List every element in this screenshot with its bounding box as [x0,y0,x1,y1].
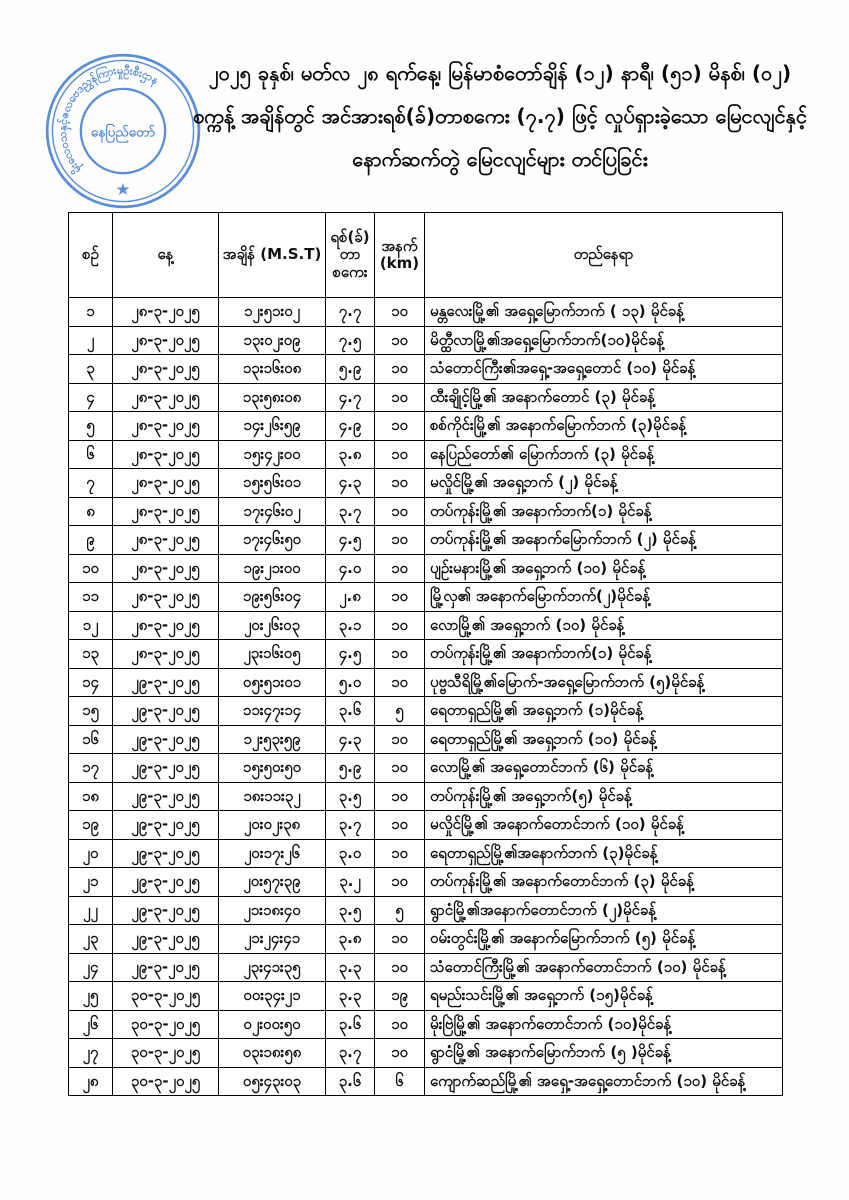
cell-no: ၂၅ [69,982,113,1011]
cell-no: ၁၃ [69,640,113,669]
cell-magnitude: ၃.၈ [326,925,375,954]
cell-time: ၀၅း၄၃း၀၃ [219,1067,326,1096]
cell-location: ထီးချိုင့်မြို့၏ အနောက်တောင် (၃) မိုင်ခန့် [425,383,783,412]
cell-time: ၂၀း၂၆း၀၃ [219,611,326,640]
cell-time: ၁၉း၂၁း၀၀ [219,554,326,583]
table-row [69,982,783,1011]
cell-date: ၂၈-၃-၂၀၂၅ [113,355,219,384]
cell-no: ၁၄ [69,668,113,697]
table-row [69,697,783,726]
column-header-no: စဉ် [69,213,113,298]
cell-magnitude: ၄.၉ [326,412,375,441]
cell-magnitude: ၅.၉ [326,355,375,384]
cell-magnitude: ၇.၇ [326,298,375,327]
table-row [69,583,783,612]
table-row [69,554,783,583]
cell-no: ၁၅ [69,697,113,726]
cell-no: ၁၇ [69,754,113,783]
table-row [69,925,783,954]
cell-location: ရွာငံမြို့၏အနောက်တောင်ဘက် (၂)မိုင်ခန့် [425,896,783,925]
cell-location: ပုဗ္ဗသီရိမြို့၏မြောက်-အရှေ့မြောက်ဘက် (၅)မိုင်ခန့် [425,668,783,697]
cell-depth: ၁၀ [375,469,425,498]
cell-depth: ၁၀ [375,611,425,640]
table-row [69,355,783,384]
cell-no: ၂၂ [69,896,113,925]
cell-depth: ၁၀ [375,953,425,982]
cell-magnitude: ၄.၇ [326,383,375,412]
table-header [69,213,783,298]
cell-depth: ၁၀ [375,925,425,954]
cell-no: ၄ [69,383,113,412]
cell-no: ၁၀ [69,554,113,583]
cell-no: ၂၆ [69,1010,113,1039]
cell-depth: ၁၀ [375,355,425,384]
cell-depth: ၁၀ [375,383,425,412]
cell-time: ၂၀း၁၇း၂၆ [219,839,326,868]
table-row [69,1067,783,1096]
cell-location: သံတောင်ကြီး၏အရှေ့-အရှေ့တောင် (၁၀) မိုင်ခန့် [425,355,783,384]
cell-no: ၂၈ [69,1067,113,1096]
column-header-date: နေ့ [113,213,219,298]
cell-no: ၉ [69,526,113,555]
cell-magnitude: ၄.၀ [326,554,375,583]
cell-depth: ၁၀ [375,583,425,612]
cell-depth: ၁၀ [375,782,425,811]
cell-date: ၂၉-၃-၂၀၂၅ [113,668,219,697]
cell-location: ဝမ်းတွင်းမြို့၏ အနောက်မြောက်ဘက် (၅) မိုင်ခန့် [425,925,783,954]
cell-location: ရေတာရှည်မြို့၏ အရှေ့ဘက် (၁၀) မိုင်ခန့် [425,725,783,754]
table-row [69,782,783,811]
cell-time: ၁၉း၅၆း၀၄ [219,583,326,612]
star-icon: ★ [115,179,131,200]
cell-location: မန္တလေးမြို့၏ အရှေ့မြောက်ဘက် ( ၁၃) မိုင်ခန့် [425,298,783,327]
cell-magnitude: ၃.၂ [326,868,375,897]
cell-date: ၂၈-၃-၂၀၂၅ [113,412,219,441]
cell-magnitude: ၃.၃ [326,982,375,1011]
cell-magnitude: ၃.၈ [326,440,375,469]
table-row [69,1010,783,1039]
cell-time: ၂၁း၁၈း၄၀ [219,896,326,925]
column-header-scale: ရစ်(ခ်) တာ စကေး [326,213,375,298]
cell-date: ၃၀-၃-၂၀၂၅ [113,1067,219,1096]
cell-time: ၁၅း၅၀း၅၀ [219,754,326,783]
table-row [69,412,783,441]
cell-date: ၂၈-၃-၂၀၂၅ [113,497,219,526]
cell-magnitude: ၃.၁ [326,611,375,640]
cell-date: ၂၈-၃-၂၀၂၅ [113,611,219,640]
cell-magnitude: ၄.၃ [326,725,375,754]
cell-depth: ၁၀ [375,1039,425,1068]
cell-magnitude: ၄.၅ [326,640,375,669]
cell-magnitude: ၄.၅ [326,526,375,555]
cell-time: ၁၂း၅၁း၀၂ [219,298,326,327]
cell-time: ၀၃း၁၈း၅၈ [219,1039,326,1068]
cell-location: စစ်ကိုင်းမြို့၏ အနောက်မြောက်ဘက် (၃)မိုင်ခန့် [425,412,783,441]
cell-date: ၂၉-၃-၂၀၂၅ [113,697,219,726]
cell-date: ၂၈-၃-၂၀၂၅ [113,526,219,555]
cell-date: ၂၉-၃-၂၀၂၅ [113,925,219,954]
cell-location: ရမည်းသင်းမြို့၏ အရှေ့ဘက် (၁၅)မိုင်ခန့် [425,982,783,1011]
cell-time: ၁၇း၄၆း၀၂ [219,497,326,526]
cell-magnitude: ၃.၆ [326,1010,375,1039]
cell-date: ၃၀-၃-၂၀၂၅ [113,1039,219,1068]
cell-time: ၁၂း၅၃း၅၉ [219,725,326,754]
cell-location: တပ်ကုန်းမြို့၏ အနောက်တောင်ဘက် (၃) မိုင်ခန့် [425,868,783,897]
cell-location: ရေတာရှည်မြို့၏ အရှေ့ဘက် (၁)မိုင်ခန့် [425,697,783,726]
cell-time: ၁၃း၀၂း၀၉ [219,326,326,355]
cell-time: ၁၇း၄၆း၅၀ [219,526,326,555]
cell-magnitude: ၅.၀ [326,668,375,697]
cell-depth: ၁၀ [375,298,425,327]
cell-magnitude: ၃.၅ [326,896,375,925]
cell-date: ၂၈-၃-၂၀၂၅ [113,469,219,498]
cell-time: ၁၁း၄၇း၁၄ [219,697,326,726]
cell-no: ၆ [69,440,113,469]
cell-date: ၂၉-၃-၂၀၂၅ [113,868,219,897]
cell-location: ရွာငံမြို့၏ အနောက်မြောက်ဘက် (၅ )မိုင်ခန့် [425,1039,783,1068]
cell-depth: ၁၀ [375,668,425,697]
cell-location: ကျောက်ဆည်မြို့၏ အရှေ့-အရှေ့တောင်ဘက် (၁၀) မိုင်ခန့် [425,1067,783,1096]
table-row [69,1039,783,1068]
table-row [69,868,783,897]
cell-magnitude: ၃.၃ [326,953,375,982]
cell-depth: ၁၀ [375,440,425,469]
cell-no: ၂၁ [69,868,113,897]
cell-time: ၂၃း၁၆း၀၅ [219,640,326,669]
title-line-1: ၂၀၂၅ ခုနှစ်၊ မတ်လ ၂၈ ရက်နေ့၊ မြန်မာစံတော်ချိန် (၁၂) နာရီ၊ (၅၁) မိနစ်၊ (၀၂) [208,61,792,85]
cell-location: တပ်ကုန်းမြို့၏ အနောက်မြောက်ဘက် (၂) မိုင်ခန့် [425,526,783,555]
cell-time: ၁၅း၄၂း၀၀ [219,440,326,469]
table-row [69,469,783,498]
cell-time: ၂၃း၄၁း၃၅ [219,953,326,982]
table-row [69,640,783,669]
cell-date: ၂၈-၃-၂၀၂၅ [113,326,219,355]
cell-time: ၁၄း၂၆း၅၉ [219,412,326,441]
cell-magnitude: ၂.၈ [326,583,375,612]
cell-depth: ၁၀ [375,497,425,526]
cell-date: ၂၈-၃-၂၀၂၅ [113,640,219,669]
table-row [69,611,783,640]
cell-date: ၃၀-၃-၂၀၂၅ [113,982,219,1011]
cell-depth: ၆ [375,1067,425,1096]
cell-time: ၀၂း၀၀း၅၀ [219,1010,326,1039]
table-row [69,811,783,840]
cell-no: ၁၉ [69,811,113,840]
cell-date: ၂၈-၃-၂၀၂၅ [113,583,219,612]
cell-date: ၂၉-၃-၂၀၂၅ [113,725,219,754]
cell-location: မလှိုင်မြို့၏ အရှေ့ဘက် (၂) မိုင်ခန့် [425,469,783,498]
cell-date: ၂၉-၃-၂၀၂၅ [113,896,219,925]
table-row [69,896,783,925]
cell-magnitude: ၃.၀ [326,839,375,868]
cell-depth: ၁၀ [375,412,425,441]
cell-location: တပ်ကုန်းမြို့၏ အနောက်ဘက်(၁) မိုင်ခန့် [425,497,783,526]
cell-location: တပ်ကုန်းမြို့၏ အရှေ့ဘက်(၅) မိုင်ခန့် [425,782,783,811]
table-row [69,497,783,526]
cell-time: ၁၅း၅၆း၀၁ [219,469,326,498]
cell-location: ရေတာရှည်မြို့၏အနောက်ဘက် (၃)မိုင်ခန့် [425,839,783,868]
cell-no: ၁၁ [69,583,113,612]
cell-date: ၃၀-၃-၂၀၂၅ [113,1010,219,1039]
cell-depth: ၁၀ [375,811,425,840]
cell-depth: ၅ [375,697,425,726]
cell-date: ၂၉-၃-၂၀၂၅ [113,839,219,868]
cell-depth: ၁၀ [375,868,425,897]
cell-depth: ၁၀ [375,839,425,868]
cell-no: ၇ [69,469,113,498]
cell-location: ပျဉ်းမနားမြို့၏ အရှေ့ဘက် (၁၀) မိုင်ခန့် [425,554,783,583]
cell-location: သံတောင်ကြီးမြို့၏ အနောက်တောင်ဘက် (၁၀) မိုင်ခန့် [425,953,783,982]
cell-time: ၀၀း၃၄း၂၁ [219,982,326,1011]
cell-no: ၂၄ [69,953,113,982]
cell-date: ၂၈-၃-၂၀၂၅ [113,298,219,327]
cell-date: ၂၉-၃-၂၀၂၅ [113,754,219,783]
cell-depth: ၁၀ [375,326,425,355]
cell-date: ၂၉-၃-၂၀၂၅ [113,782,219,811]
table-row [69,668,783,697]
cell-magnitude: ၃.၅ [326,782,375,811]
cell-depth: ၁၀ [375,554,425,583]
cell-magnitude: ၃.၇ [326,1039,375,1068]
cell-date: ၂၉-၃-၂၀၂၅ [113,953,219,982]
cell-location: မိုးဗြဲမြို့၏ အနောက်တောင်ဘက် (၁၀)မိုင်ခန့် [425,1010,783,1039]
table-row [69,754,783,783]
table-row [69,725,783,754]
cell-no: ၂၇ [69,1039,113,1068]
title-line-2: စက္ကန့် အချိန်တွင် အင်အားရစ်(ခ်)တာစကေး (၇.၇) ဖြင့် လှုပ်ရှားခဲ့သော မြေငလျင်နှင့် [192,104,808,128]
cell-magnitude: ၄.၃ [326,469,375,498]
title-line-3: နောက်ဆက်တွဲ မြေငလျင်များ တင်ပြခြင်း [352,147,648,171]
table-row [69,298,783,327]
cell-magnitude: ၃.၇ [326,497,375,526]
cell-time: ၀၅း၅၁း၀၁ [219,668,326,697]
cell-magnitude: ၃.၇ [326,811,375,840]
table-row [69,440,783,469]
table-body [69,298,783,1096]
cell-date: ၂၈-၃-၂၀၂၅ [113,383,219,412]
table-row [69,526,783,555]
cell-time: ၁၃း၁၆း၀၈ [219,355,326,384]
table-row [69,953,783,982]
cell-depth: ၁၀ [375,526,425,555]
cell-depth: ၁၀ [375,640,425,669]
cell-location: တပ်ကုန်းမြို့၏ အနောက်ဘက်(၁) မိုင်ခန့် [425,640,783,669]
cell-depth: ၅ [375,896,425,925]
table-row [69,839,783,868]
cell-magnitude: ၇.၅ [326,326,375,355]
table-row [69,383,783,412]
earthquake-table [68,212,783,1096]
table-row [69,326,783,355]
cell-no: ၂၃ [69,925,113,954]
cell-time: ၂၀း၅၇း၃၉ [219,868,326,897]
cell-no: ၃ [69,355,113,384]
cell-time: ၁၈း၁၁း၃၂ [219,782,326,811]
cell-location: မိတ္ထီလာမြို့၏အရှေ့မြောက်ဘက်(၁၀)မိုင်ခန့် [425,326,783,355]
cell-no: ၁၈ [69,782,113,811]
cell-date: ၂၈-၃-၂၀၂၅ [113,554,219,583]
cell-no: ၂၀ [69,839,113,868]
cell-time: ၁၃း၅၈း၀၈ [219,383,326,412]
cell-date: ၂၉-၃-၂၀၂၅ [113,811,219,840]
cell-no: ၁ [69,298,113,327]
column-header-location: တည်နေရာ [425,213,783,298]
cell-no: ၈ [69,497,113,526]
cell-magnitude: ၃.၆ [326,697,375,726]
column-header-time: အချိန် (M.S.T) [219,213,326,298]
cell-magnitude: ၃.၆ [326,1067,375,1096]
seal-center-text: နေပြည်တော် [90,124,156,141]
cell-depth: ၁၀ [375,725,425,754]
cell-date: ၂၈-၃-၂၀၂၅ [113,440,219,469]
cell-no: ၁၂ [69,611,113,640]
cell-no: ၁၆ [69,725,113,754]
cell-time: ၂၀း၀၂း၃၈ [219,811,326,840]
cell-location: လောမြို့၏ အရှေ့ဘက် (၁၀) မိုင်ခန့် [425,611,783,640]
cell-depth: ၁၀ [375,754,425,783]
cell-location: လောမြို့၏ အရှေ့တောင်ဘက် (၆) မိုင်ခန့် [425,754,783,783]
cell-time: ၂၁း၂၄း၄၁ [219,925,326,954]
cell-depth: ၁၀ [375,1010,425,1039]
cell-depth: ၁၉ [375,982,425,1011]
column-header-depth: အနက် (km) [375,213,425,298]
seal-ring-text: မိုးလေဝသနှင့်ဇလဗေဒညွှန်ကြားမှုဦးစီးဌာန [55,64,162,177]
cell-location: မြို့လှ၏ အနောက်မြောက်ဘက်(၂)မိုင်ခန့် [425,583,783,612]
cell-location: နေပြည်တော်၏ မြောက်ဘက် (၃) မိုင်ခန့် [425,440,783,469]
cell-no: ၅ [69,412,113,441]
cell-location: မလှိုင်မြို့၏ အနောက်တောင်ဘက် (၁၀) မိုင်ခန့် [425,811,783,840]
cell-magnitude: ၅.၉ [326,754,375,783]
cell-no: ၂ [69,326,113,355]
document-title [160,52,840,181]
